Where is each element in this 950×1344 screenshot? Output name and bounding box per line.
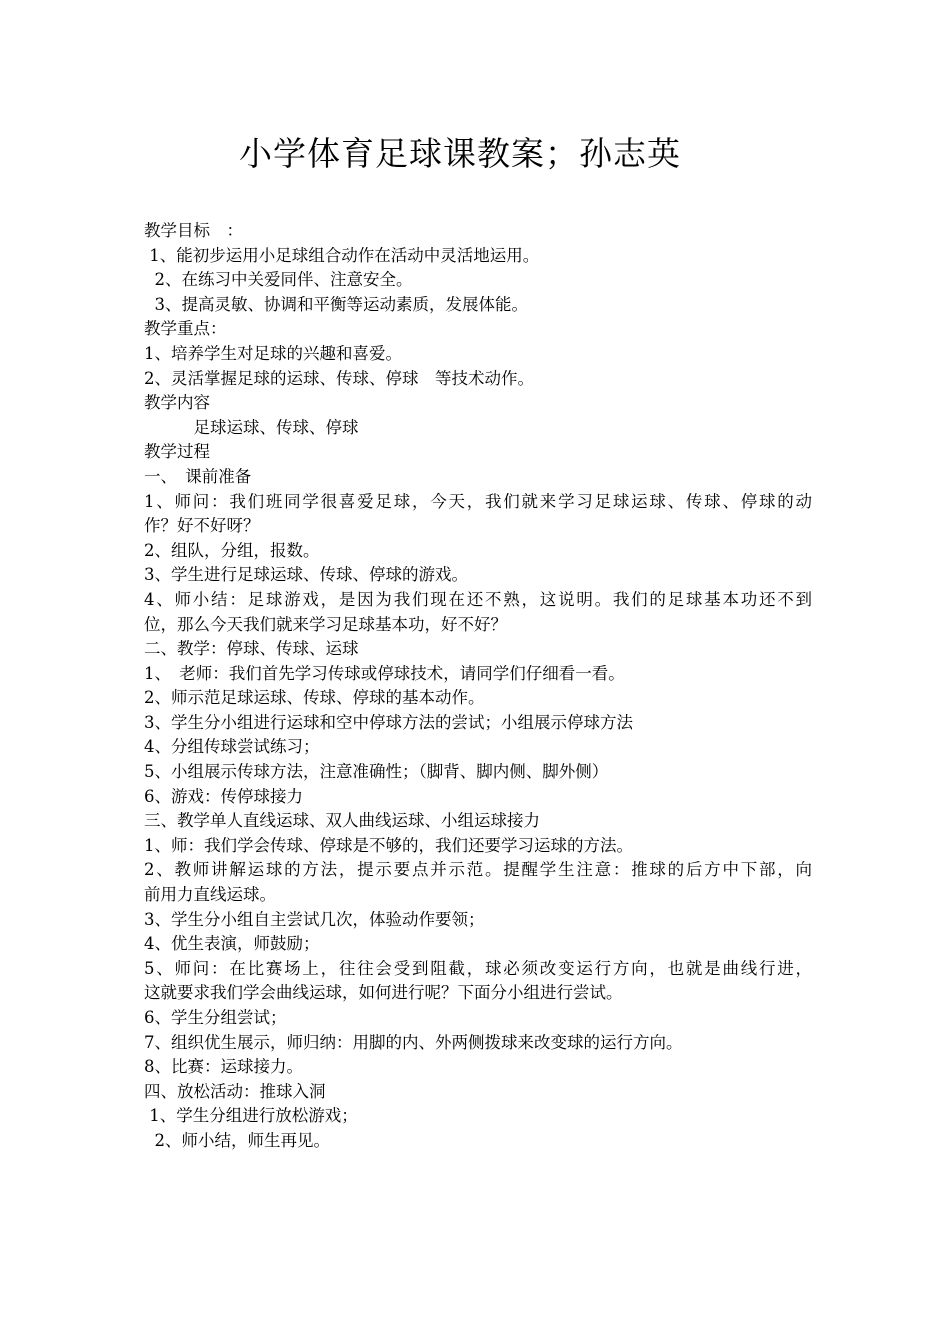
process-item: 3、学生进行足球运球、传球、停球的游戏。: [144, 565, 468, 585]
process-item: 3、学生分小组进行运球和空中停球方法的尝试；小组展示停球方法: [144, 712, 633, 732]
objective-item: 1、能初步运用小足球组合动作在活动中灵活地运用。: [144, 245, 540, 265]
process-item: 1、师：我们学会传球、停球是不够的，我们还要学习运球的方法。: [144, 835, 633, 855]
process-item-continuation: 前用力直线运球。: [144, 885, 276, 905]
process-item-continuation: 作？好不好呀？: [144, 516, 260, 536]
process-item-continuation: 位，那么今天我们就来学习足球基本功，好不好？: [144, 614, 507, 634]
process-subheading: 二、教学：停球、传球、运球: [144, 639, 359, 659]
process-item: 4、分组传球尝试练习；: [144, 737, 320, 757]
section-heading-content: 教学内容: [144, 393, 210, 413]
objective-item: 2、在练习中关爱同伴、注意安全。: [144, 270, 413, 290]
process-item: 2、师小结，师生再见。: [144, 1130, 330, 1150]
key-point-item: 1、培养学生对足球的兴趣和喜爱。: [144, 343, 402, 363]
document-body: [144, 219, 812, 1154]
process-item: 1、学生分组进行放松游戏；: [144, 1106, 358, 1126]
section-heading-process: 教学过程: [144, 442, 210, 462]
process-item: 4、优生表演，师鼓励；: [144, 934, 320, 954]
document-title: 小学体育足球课教案；孙志英: [239, 134, 681, 173]
section-heading-objectives: 教学目标 ：: [144, 221, 243, 240]
process-item: 1、 老师：我们首先学习传球或停球技术，请同学们仔细看一看。: [144, 663, 625, 683]
process-item: 3、学生分小组自主尝试几次，体验动作要领；: [144, 909, 485, 929]
process-subheading: 四、放松活动：推球入洞: [144, 1081, 326, 1101]
process-item: 4、师小结：足球游戏，是因为我们现在还不熟，这说明。我们的足球基本功还不到: [144, 589, 812, 609]
process-item: 2、师示范足球运球、传球、停球的基本动作。: [144, 688, 485, 708]
process-item: 6、游戏：传停球接力: [144, 786, 303, 806]
process-item: 2、教师讲解运球的方法，提示要点并示范。提醒学生注意：推球的后方中下部，向: [144, 860, 812, 880]
process-item-continuation: 这就要求我们学会曲线运球，如何进行呢？下面分小组进行尝试。: [144, 983, 623, 1003]
process-item: 1、师问：我们班同学很喜爱足球，今天，我们就来学习足球运球、传球、停球的动: [144, 491, 812, 511]
process-item: 6、学生分组尝试；: [144, 1008, 287, 1027]
process-item: 5、小组展示传球方法，注意准确性；（脚背、脚内侧、脚外侧）: [144, 762, 609, 782]
process-subheading: 一、 课前准备: [144, 466, 252, 486]
process-item: 7、组织优生展示，师归纳：用脚的内、外两侧拨球来改变球的运行方向。: [144, 1032, 683, 1052]
process-item: 2、组队，分组，报数。: [144, 540, 320, 560]
section-heading-key-points: 教学重点：: [144, 319, 227, 339]
process-subheading: 三、教学单人直线运球、双人曲线运球、小组运球接力: [144, 811, 540, 831]
content-item: 足球运球、传球、停球: [144, 417, 359, 437]
process-item: 8、比赛：运球接力。: [144, 1057, 303, 1077]
key-point-item: 2、灵活掌握足球的运球、传球、停球 等技术动作。: [144, 368, 534, 388]
process-item: 5、师问：在比赛场上，往往会受到阻截，球必须改变运行方向，也就是曲线行进，: [144, 958, 812, 978]
objective-item: 3、提高灵敏、协调和平衡等运动素质，发展体能。: [144, 294, 528, 314]
